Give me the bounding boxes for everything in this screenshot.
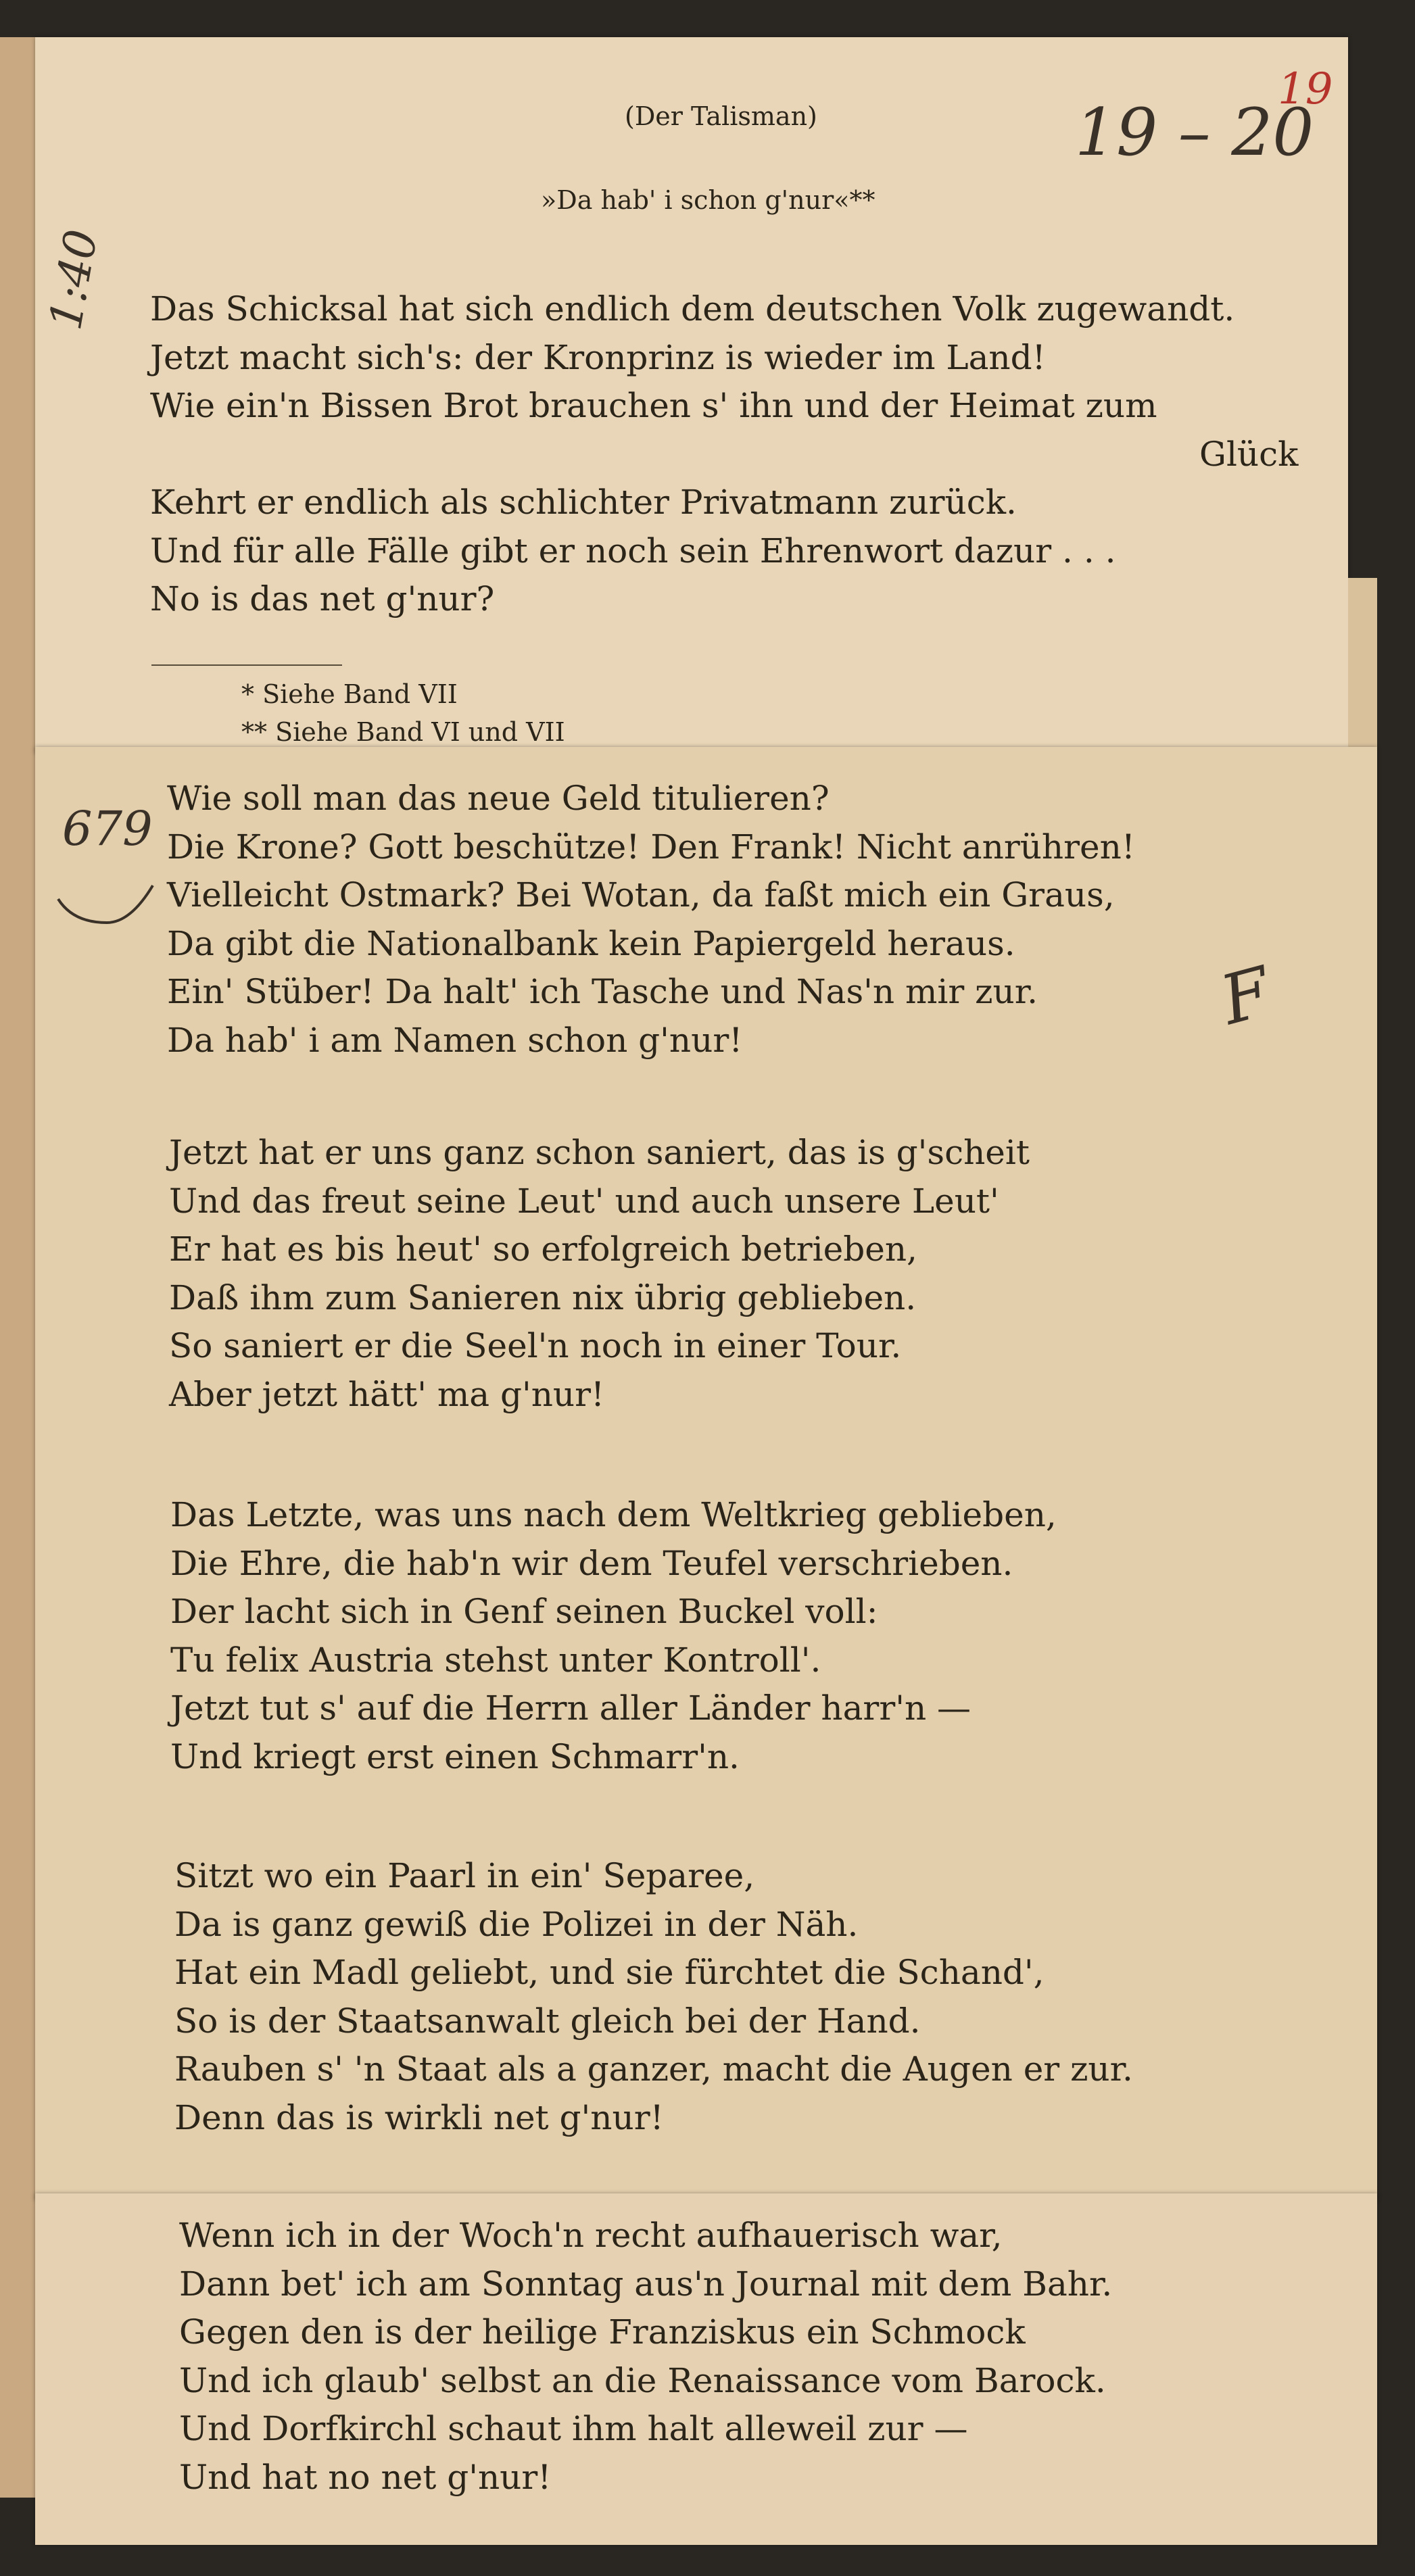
verse-line: Sitzt wo ein Paarl in ein' Separee, [174,1856,755,1895]
footnote: ** Siehe Band VI und VII [241,717,565,747]
verse-line: Und das freut seine Leut' und auch unsere Leut' [169,1181,999,1221]
verse-line: Er hat es bis heut' so erfolgreich betrieben, [169,1230,917,1269]
verse-line: Der lacht sich in Genf seinen Buckel voll: [170,1592,878,1631]
verse-line: Und Dorfkirchl schaut ihm halt alleweil zur — [179,2409,968,2448]
stanza-1 [150,285,1298,624]
margin-note-right: F [1213,952,1279,1040]
verse-line: Das Letzte, was uns nach dem Weltkrieg geblieben, [170,1495,1057,1534]
verse-line: No is das net g'nur? [150,579,495,618]
verse-line: Dann bet' ich am Sonntag aus'n Journal mit dem Bahr. [179,2264,1113,2304]
verse-line: Jetzt hat er uns ganz schon saniert, das is g'scheit [169,1133,1030,1172]
verse-line: Denn das is wirkli net g'nur! [174,2097,664,2137]
poem-title: (Der Talisman) [625,101,817,131]
verse-line: So saniert er die Seel'n noch in einer Tour. [169,1326,902,1365]
margin-note-middle: 679 [62,801,153,856]
stanza-4 [170,1491,1057,1781]
poem-subtitle: »Da hab' i schon g'nur«** [541,185,876,215]
verse-line: Da hab' i am Namen schon g'nur! [167,1020,743,1060]
verse-line: Und für alle Fälle gibt er noch sein Ehrenwort dazur . . . [150,531,1116,570]
verse-line: Ein' Stüber! Da halt' ich Tasche und Nas'n mir zur. [167,972,1038,1011]
clipping-edge [1348,578,1377,754]
page-reference-annotation: 19 – 20 [1075,95,1314,170]
page-number-annotation: 19 [1278,64,1333,114]
verse-line: Vielleicht Ostmark? Bei Wotan, da faßt mich ein Graus, [167,875,1115,915]
footnotes [241,675,565,751]
verse-line: Da gibt die Nationalbank kein Papiergeld heraus. [167,923,1015,963]
verse-line: Und kriegt erst einen Schmarr'n. [170,1736,740,1776]
stanza-5 [174,1852,1133,2142]
footnote: * Siehe Band VII [241,679,458,709]
verse-line: Daß ihm zum Sanieren nix übrig geblieben. [169,1278,917,1317]
verse-line: Das Schicksal hat sich endlich dem deutschen Volk zugewandt. [150,289,1235,329]
verse-line: Die Krone? Gott beschütze! Den Frank! Nicht anrühren! [167,827,1135,867]
verse-line: Jetzt macht sich's: der Kronprinz is wieder im Land! [150,337,1046,377]
verse-line: So is der Staatsanwalt gleich bei der Hand. [174,2001,921,2041]
verse-line: Hat ein Madl geliebt, und sie fürchtet die Schand', [174,1953,1045,1992]
verse-line: Die Ehre, die hab'n wir dem Teufel verschrieben. [170,1543,1013,1583]
verse-line: Kehrt er endlich als schlichter Privatmann zurück. [150,483,1017,522]
margin-note-top: 1:40 [39,226,108,334]
binding-edge [0,37,35,2498]
verse-line: Jetzt tut s' auf die Herrn aller Länder harr'n — [170,1688,972,1728]
verse-line: Glück [1199,434,1299,474]
stanza-6 [179,2212,1112,2502]
verse-line: Aber jetzt hätt' ma g'nur! [169,1374,605,1414]
verse-line: Und ich glaub' selbst an die Renaissance vom Barock. [179,2360,1106,2400]
verse-line: Tu felix Austria stehst unter Kontroll'. [170,1640,821,1680]
footnote-rule [151,664,342,666]
verse-line: Da is ganz gewiß die Polizei in der Näh. [174,1904,859,1944]
stanza-3 [169,1129,1030,1419]
verse-line: Gegen den is der heilige Franziskus ein Schmock [179,2312,1026,2352]
verse-line: Wie soll man das neue Geld titulieren? [167,779,830,818]
verse-line: Wie ein'n Bissen Brot brauchen s' ihn und der Heimat zum [150,386,1157,425]
verse-line: Wenn ich in der Woch'n recht aufhauerisch war, [179,2216,1003,2255]
stanza-2 [167,775,1135,1065]
margin-bracket-mark [53,858,161,933]
verse-line: Rauben s' 'n Staat als a ganzer, macht die Augen er zur. [174,2049,1133,2089]
verse-line: Und hat no net g'nur! [179,2457,552,2497]
